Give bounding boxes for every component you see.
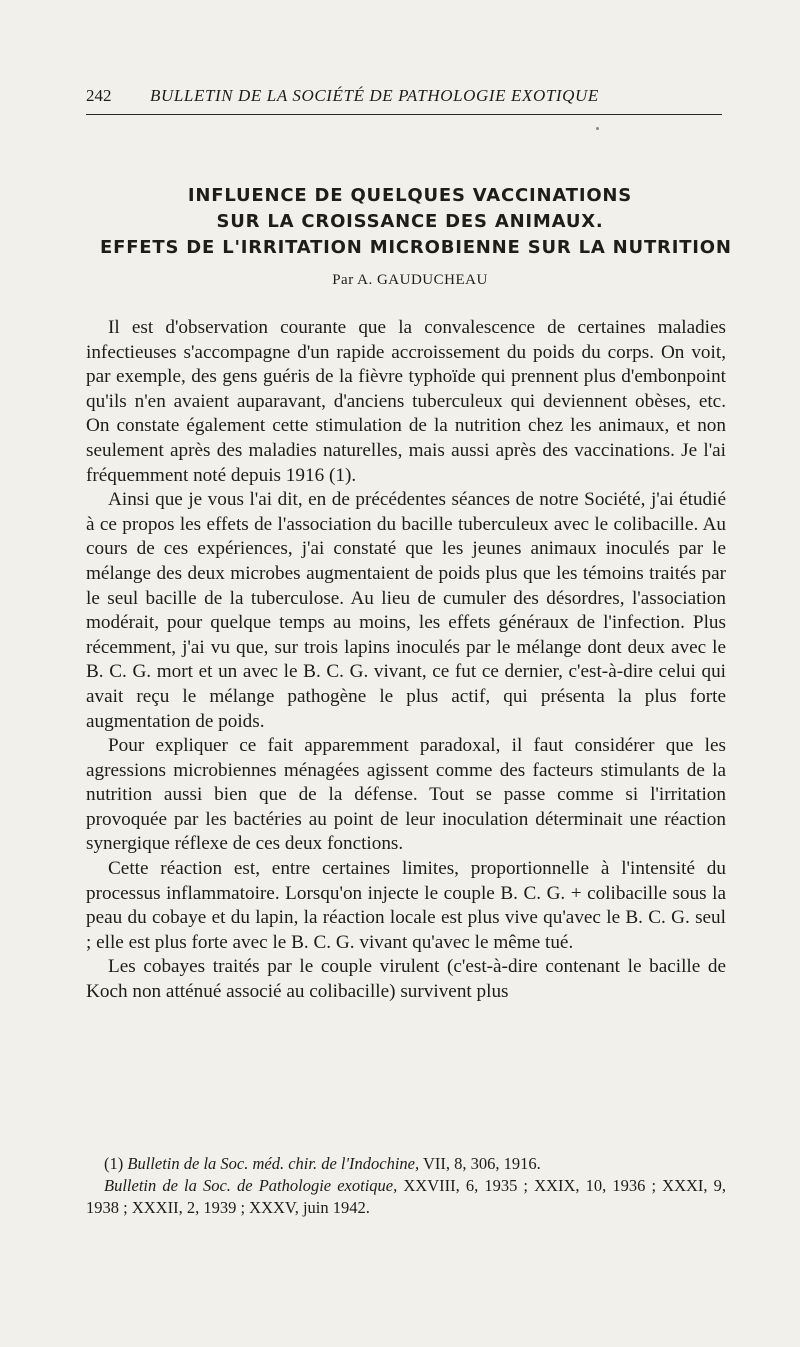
article-body <box>86 316 726 1005</box>
journal-title: BULLETIN DE LA SOCIÉTÉ DE PATHOLOGIE EXOTIQUE <box>150 86 599 105</box>
paragraph: Pour expliquer ce fait apparemment paradoxal, il faut considérer que les agressions microbiennes ménagées agissent comme des facteurs stimulants de la nutrition aussi bien que de la défense. Tout se passe comme si l'irritation provoquée par les bactéries au point de leur inoculation déterminait une réaction synergique réflexe de ces deux fonctions. <box>86 735 726 855</box>
title-line-3: EFFETS DE L'IRRITATION MICROBIENNE SUR LA NUTRITION <box>100 237 732 258</box>
footnote-1-continued <box>86 1175 726 1219</box>
footnote-1 <box>86 1153 726 1175</box>
footnote-ref1-title: Bulletin de la Soc. méd. chir. de l'Indochine, <box>127 1154 420 1173</box>
author-byline: Par A. GAUDUCHEAU <box>332 272 488 288</box>
page-number: 242 <box>86 86 112 105</box>
paragraph: Ainsi que je vous l'ai dit, en de précédentes séances de notre Société, j'ai étudié à ce propos les effets de l'association du bacille tuberculeux avec le colibacille. Au cours de ces expériences, j'ai constaté que les jeunes animaux inoculés par le mélange des deux microbes augmentaient de poids plus que les témoins traités par le seul bacille de la tuberculose. Au lieu de cumuler des désordres, l'association modérait, pour quelque temps au moins, les effets généraux de l'infection. Plus récemment, j'ai vu que, sur trois lapins inoculés par le mélange dont deux avec le B. C. G. mort et un avec le B. C. G. vivant, ce fut ce dernier, c'est-à-dire celui qui avait reçu le mélange pathogène le plus actif, qui présenta la plus forte augmentation de poids. <box>86 489 726 732</box>
article-title <box>100 183 732 261</box>
scan-speck <box>596 127 599 130</box>
footnote-ref1-detail: VII, 8, 306, 1916. <box>422 1154 541 1173</box>
title-line-1: INFLUENCE DE QUELQUES VACCINATIONS <box>187 185 633 206</box>
footnote-ref2-title: Bulletin de la Soc. de Pathologie exotique, <box>104 1176 398 1195</box>
footnote-ref2-detail: XXVIII, 6, 1935 ; XXIX, 10, 1936 ; XXXI, 9, 1938 ; XXXII, 2, 1939 ; XXXV, juin 1942. <box>86 1176 727 1217</box>
header-rule <box>86 114 722 115</box>
footnotes <box>86 1153 726 1219</box>
paragraph: Il est d'observation courante que la convalescence de certaines maladies infectieuses s'accompagne d'un rapide accroissement du poids du corps. On voit, par exemple, des gens guéris de la fièvre typhoïde qui prennent plus d'embonpoint qu'ils n'en avaient auparavant, d'anciens tuberculeux qui deviennent obèses, etc. On constate également cette stimulation de la nutrition chez les animaux, et non seulement après des maladies naturelles, mais aussi après des vaccinations. Je l'ai fréquemment noté depuis 1916 (1). <box>86 317 726 486</box>
paragraph: Cette réaction est, entre certaines limites, proportionnelle à l'intensité du processus inflammatoire. Lorsqu'on injecte le couple B. C. G. + colibacille sous la peau du cobaye et du lapin, la réaction locale est plus vive qu'avec le B. C. G. seul ; elle est plus forte avec le B. C. G. vivant qu'avec le même tué. <box>86 858 726 953</box>
running-head <box>86 86 722 108</box>
footnote-marker: (1) <box>104 1154 124 1173</box>
title-line-2: SUR LA CROISSANCE DES ANIMAUX. <box>216 211 604 232</box>
paragraph: Les cobayes traités par le couple virulent (c'est-à-dire contenant le bacille de Koch non atténué associé au colibacille) survivent plus <box>86 956 726 1003</box>
